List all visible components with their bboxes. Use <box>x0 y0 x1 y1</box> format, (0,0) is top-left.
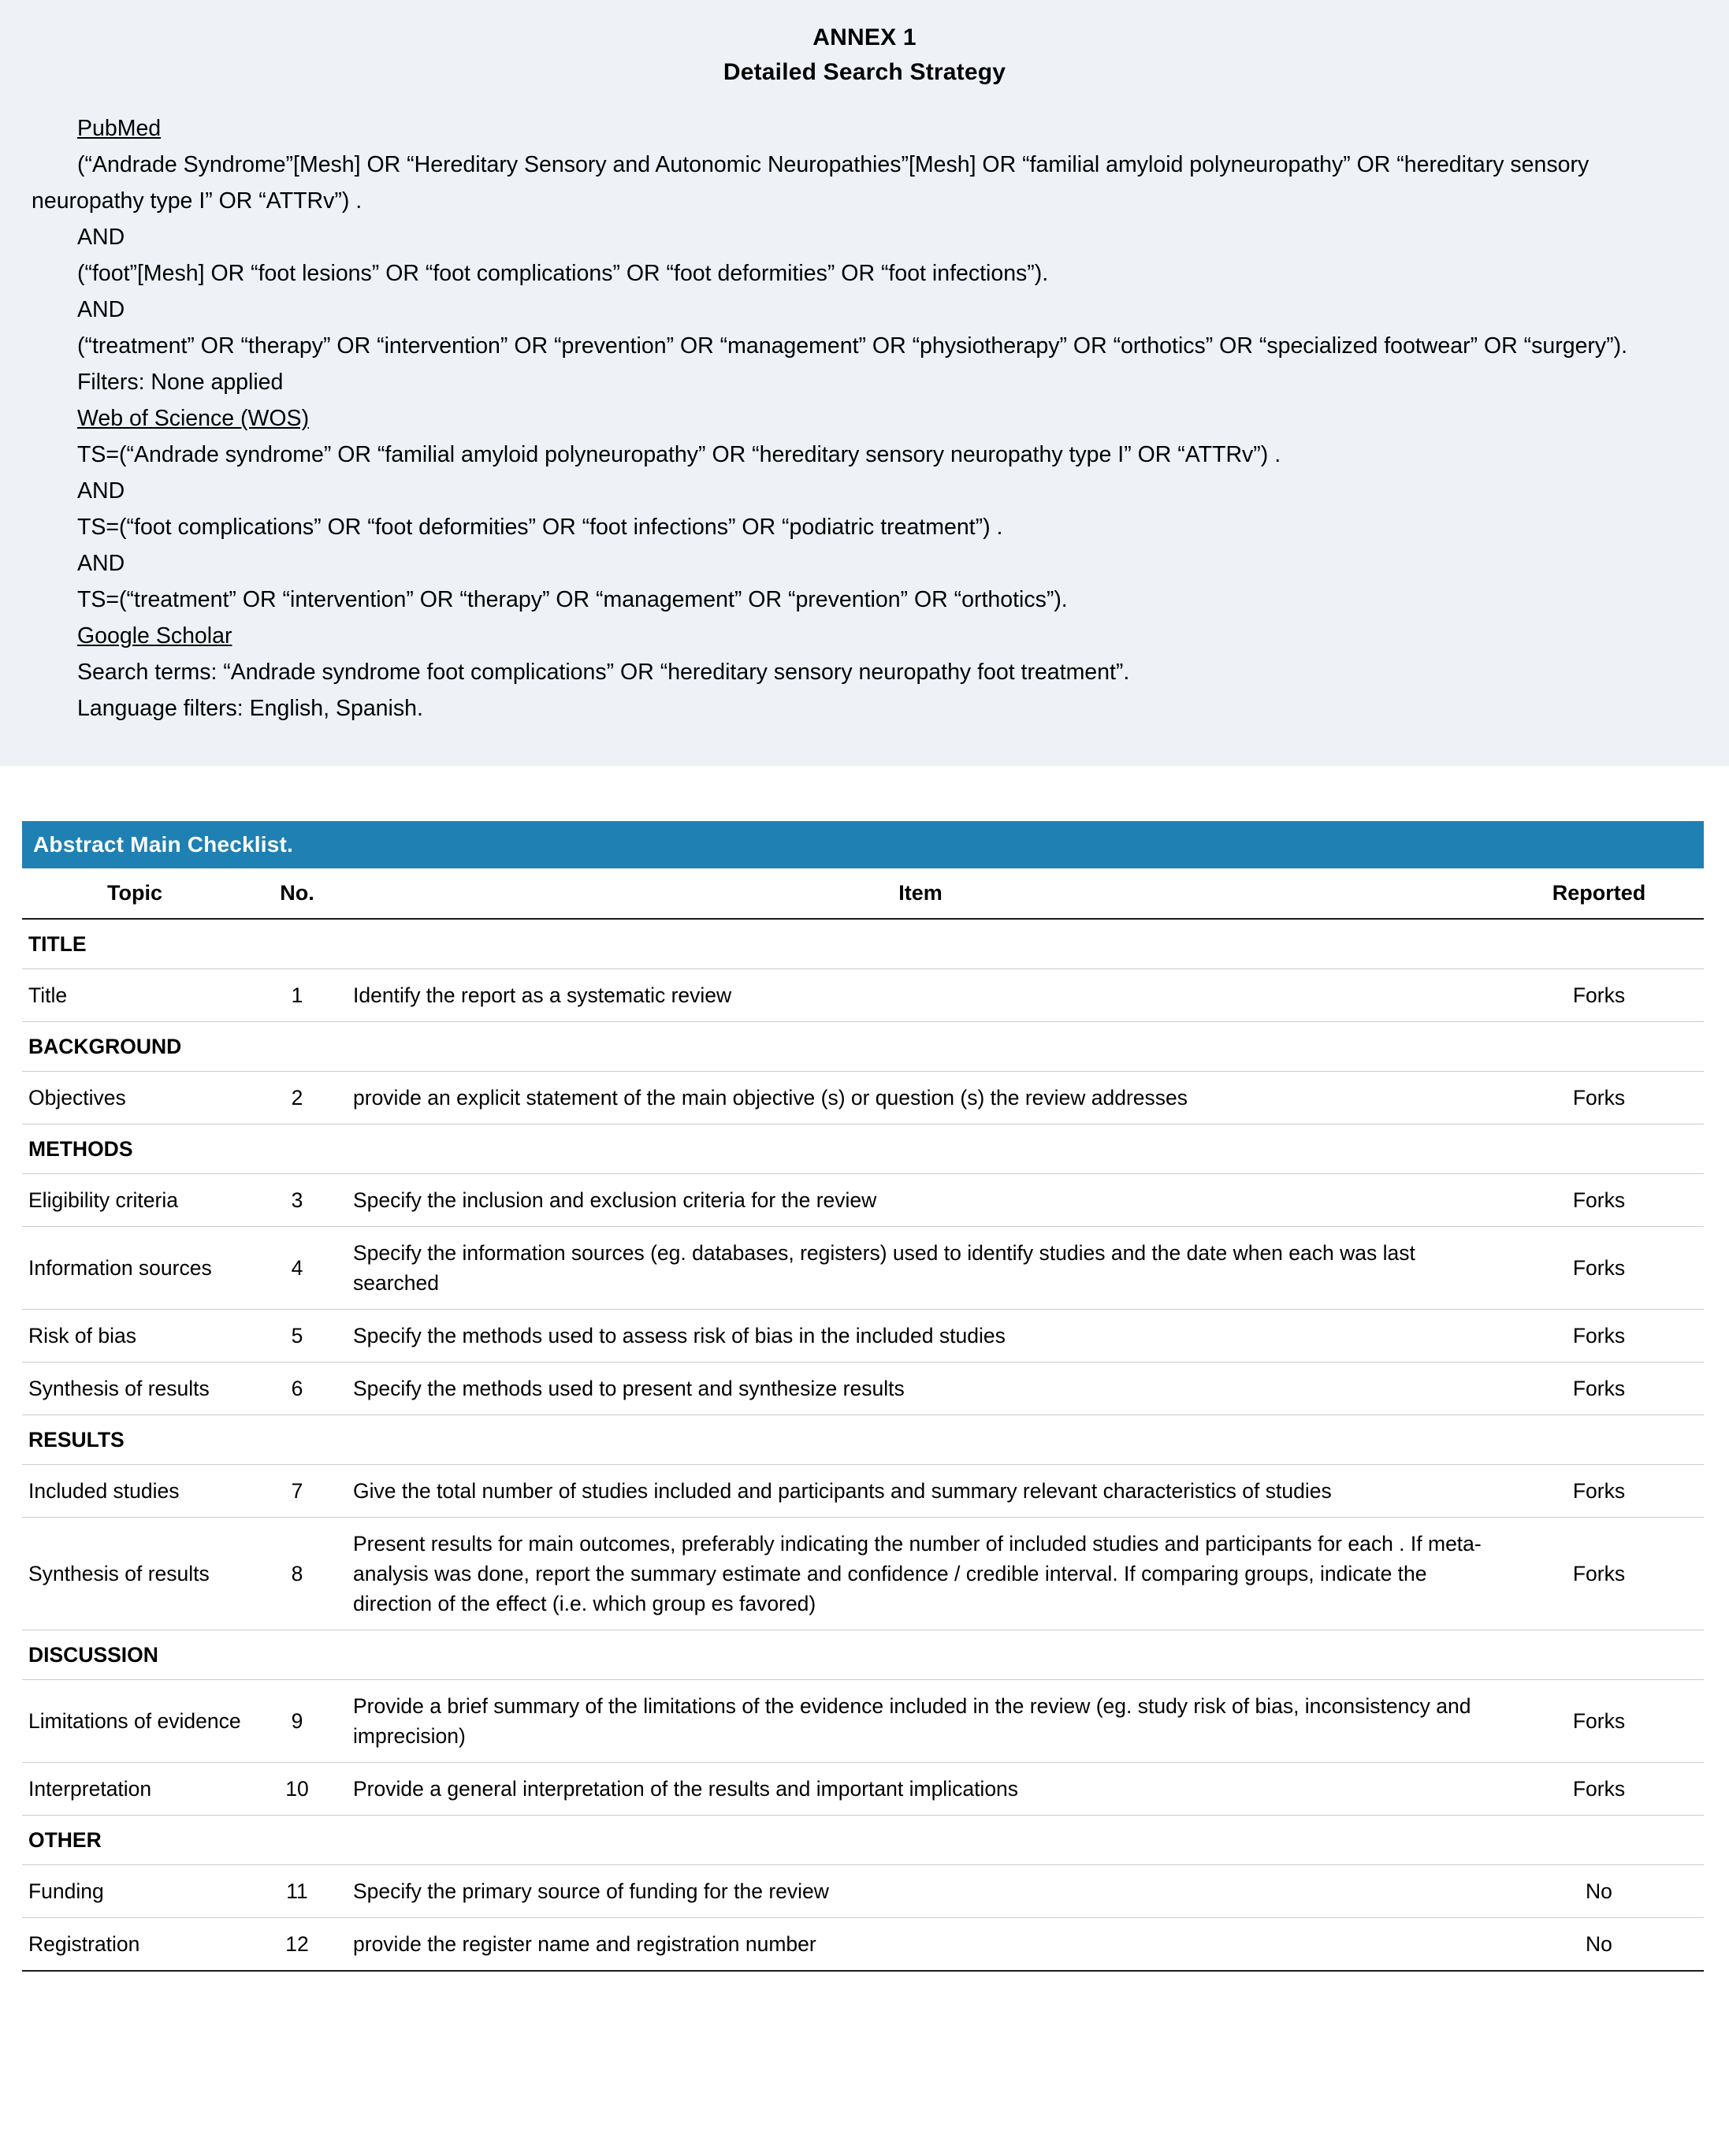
cell-topic: Objectives <box>22 1072 247 1124</box>
pubmed-line-1: (“Andrade Syndrome”[Mesh] OR “Hereditary Sensory and Autonomic Neuropathies”[Mesh] OR “familial amyloid polyneuropathy” OR “hereditary sensory neuropathy type I” OR “ATTRv”) . <box>32 152 1590 214</box>
cell-item: Specify the methods used to present and synthesize results <box>347 1362 1494 1415</box>
wos-line-5: TS=(“treatment” OR “intervention” OR “therapy” OR “management” OR “prevention” OR “orthotics”). <box>77 587 1068 612</box>
cell-reported: No <box>1494 1865 1704 1918</box>
cell-topic: Funding <box>22 1865 247 1918</box>
pubmed-line-6: Filters: None applied <box>77 370 284 395</box>
cell-item: Specify the information sources (eg. databases, registers) used to identify studies and the date when each was last searched <box>347 1227 1494 1310</box>
section-label: TITLE <box>22 919 1704 969</box>
annex-section <box>0 0 1729 766</box>
section-label: OTHER <box>22 1816 1704 1865</box>
cell-topic: Synthesis of results <box>22 1518 247 1630</box>
pubmed-line-3: (“foot”[Mesh] OR “foot lesions” OR “foot complications” OR “foot deformities” OR “foot infections”). <box>77 261 1049 286</box>
cell-item: provide an explicit statement of the main objective (s) or question (s) the review addresses <box>347 1072 1494 1124</box>
annex-title-line-1: ANNEX 1 <box>812 24 917 50</box>
cell-reported: Forks <box>1494 1680 1704 1763</box>
cell-reported: Forks <box>1494 1465 1704 1518</box>
annex-body <box>0 110 1729 727</box>
cell-reported: Forks <box>1494 969 1704 1022</box>
cell-number: 8 <box>247 1518 347 1630</box>
wos-line-4: AND <box>77 551 125 576</box>
cell-reported: Forks <box>1494 1763 1704 1816</box>
table-row <box>22 1174 1704 1227</box>
scholar-line-2: Language filters: English, Spanish. <box>77 696 423 721</box>
cell-item: provide the register name and registration number <box>347 1918 1494 1972</box>
table-section-row <box>22 1415 1704 1465</box>
cell-item: Provide a general interpretation of the results and important implications <box>347 1763 1494 1816</box>
section-label: METHODS <box>22 1124 1704 1174</box>
cell-item: Provide a brief summary of the limitations of the evidence included in the review (eg. study risk of bias, inconsistency and imprecision) <box>347 1680 1494 1763</box>
column-header-reported: Reported <box>1494 868 1704 919</box>
cell-topic: Title <box>22 969 247 1022</box>
column-header-no: No. <box>247 868 347 919</box>
cell-topic: Registration <box>22 1918 247 1972</box>
cell-number: 10 <box>247 1763 347 1816</box>
checklist-caption: Abstract Main Checklist. <box>22 821 1704 868</box>
cell-topic: Interpretation <box>22 1763 247 1816</box>
cell-reported: Forks <box>1494 1174 1704 1227</box>
wos-line-3: TS=(“foot complications” OR “foot deformities” OR “foot infections” OR “podiatric treatment”) . <box>77 515 1003 540</box>
cell-reported: Forks <box>1494 1362 1704 1415</box>
table-section-row <box>22 919 1704 969</box>
annex-title-line-2: Detailed Search Strategy <box>723 59 1006 85</box>
table-section-row <box>22 1630 1704 1680</box>
table-row <box>22 1918 1704 1972</box>
cell-number: 1 <box>247 969 347 1022</box>
cell-topic: Limitations of evidence <box>22 1680 247 1763</box>
table-row <box>22 1865 1704 1918</box>
cell-number: 5 <box>247 1310 347 1362</box>
checklist-table <box>22 868 1704 1972</box>
cell-number: 9 <box>247 1680 347 1763</box>
section-label: DISCUSSION <box>22 1630 1704 1680</box>
cell-topic: Synthesis of results <box>22 1362 247 1415</box>
cell-topic: Information sources <box>22 1227 247 1310</box>
section-label: RESULTS <box>22 1415 1704 1465</box>
cell-item: Specify the methods used to assess risk of bias in the included studies <box>347 1310 1494 1362</box>
cell-topic: Included studies <box>22 1465 247 1518</box>
column-header-item: Item <box>347 868 1494 919</box>
cell-reported: Forks <box>1494 1227 1704 1310</box>
cell-reported: Forks <box>1494 1518 1704 1630</box>
wos-line-2: AND <box>77 478 125 504</box>
cell-number: 12 <box>247 1918 347 1972</box>
table-row <box>22 1072 1704 1124</box>
annex-title <box>0 20 1729 90</box>
checklist-table-head <box>22 868 1704 919</box>
table-section-row <box>22 1816 1704 1865</box>
section-label: BACKGROUND <box>22 1022 1704 1072</box>
checklist-table-body <box>22 919 1704 1971</box>
table-row <box>22 1227 1704 1310</box>
scholar-line-1: Search terms: “Andrade syndrome foot complications” OR “hereditary sensory neuropathy foot treatment”. <box>77 660 1130 685</box>
cell-number: 2 <box>247 1072 347 1124</box>
cell-item: Specify the inclusion and exclusion criteria for the review <box>347 1174 1494 1227</box>
cell-topic: Eligibility criteria <box>22 1174 247 1227</box>
table-row <box>22 1465 1704 1518</box>
pubmed-line-5: (“treatment” OR “therapy” OR “intervention” OR “prevention” OR “management” OR “physiotherapy” OR “orthotics” OR “specialized footwear” OR “surgery”). <box>77 333 1628 359</box>
table-section-row <box>22 1022 1704 1072</box>
source-label-pubmed: PubMed <box>77 116 162 141</box>
cell-number: 6 <box>247 1362 347 1415</box>
cell-item: Specify the primary source of funding for the review <box>347 1865 1494 1918</box>
table-row <box>22 1518 1704 1630</box>
pubmed-line-4: AND <box>77 297 125 322</box>
wos-line-1: TS=(“Andrade syndrome” OR “familial amyloid polyneuropathy” OR “hereditary sensory neuropathy type I” OR “ATTRv”) . <box>77 442 1281 467</box>
table-row <box>22 1362 1704 1415</box>
cell-reported: Forks <box>1494 1310 1704 1362</box>
cell-item: Identify the report as a systematic review <box>347 969 1494 1022</box>
table-row <box>22 969 1704 1022</box>
cell-number: 4 <box>247 1227 347 1310</box>
table-section-row <box>22 1124 1704 1174</box>
table-row <box>22 1763 1704 1816</box>
cell-topic: Risk of bias <box>22 1310 247 1362</box>
source-label-web-of-science: Web of Science (WOS) <box>77 406 310 431</box>
table-row <box>22 1310 1704 1362</box>
table-row <box>22 1680 1704 1763</box>
cell-item: Give the total number of studies included and participants and summary relevant characteristics of studies <box>347 1465 1494 1518</box>
cell-item: Present results for main outcomes, preferably indicating the number of included studies and participants for each . If meta- analysis was done, report the summary estimate and confidence / credible interval. If comparing groups, indicate the direction of the effect (i.e. which group es favored) <box>347 1518 1494 1630</box>
column-header-topic: Topic <box>22 868 247 919</box>
cell-number: 7 <box>247 1465 347 1518</box>
table-header-row <box>22 868 1704 919</box>
cell-number: 11 <box>247 1865 347 1918</box>
source-label-google-scholar: Google Scholar <box>77 623 232 649</box>
cell-reported: No <box>1494 1918 1704 1972</box>
cell-reported: Forks <box>1494 1072 1704 1124</box>
pubmed-line-2: AND <box>77 225 125 250</box>
checklist-section <box>0 821 1729 1972</box>
cell-number: 3 <box>247 1174 347 1227</box>
